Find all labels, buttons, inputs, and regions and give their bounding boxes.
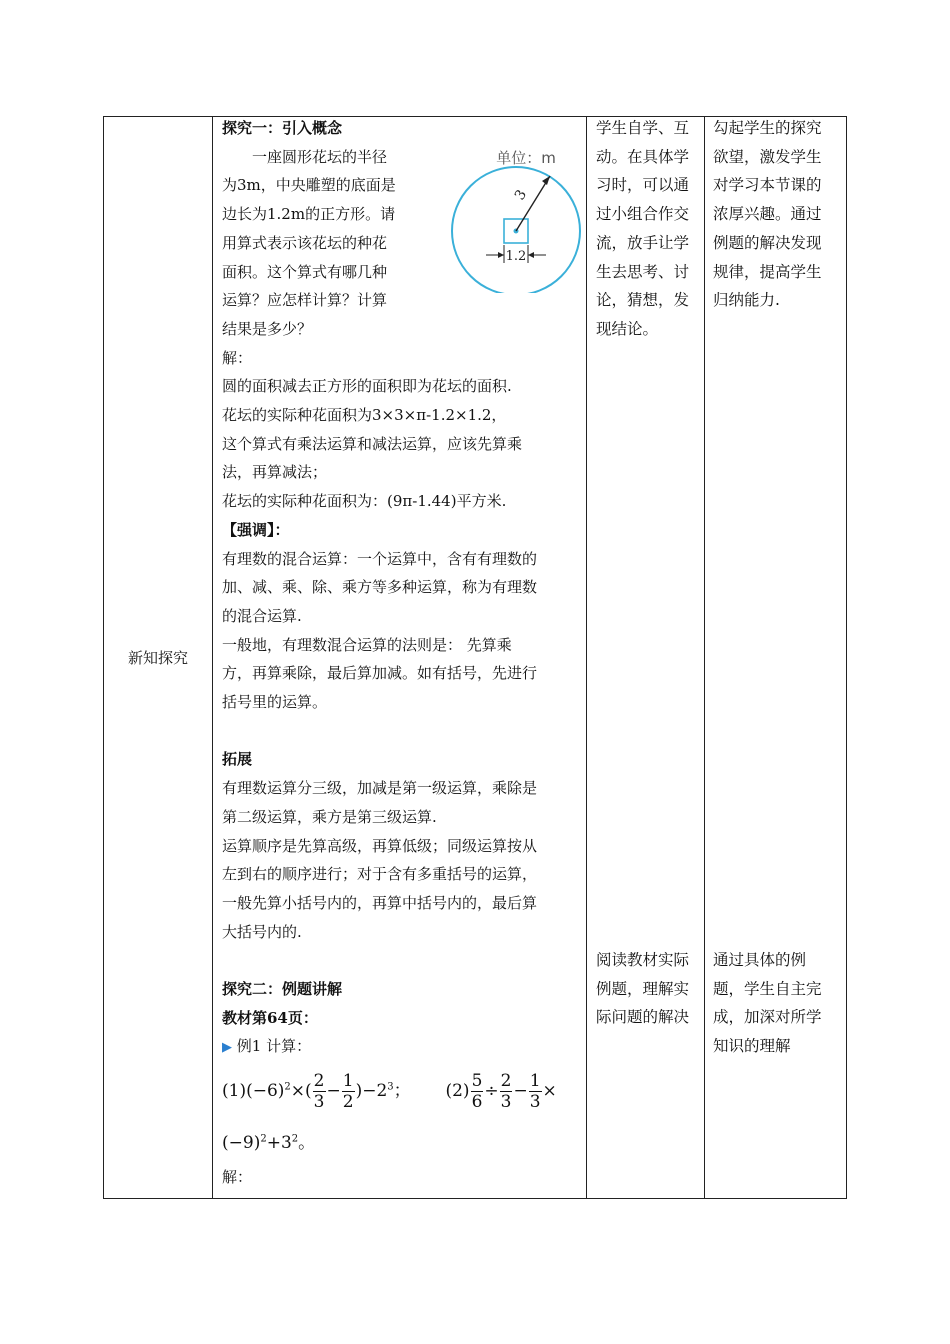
- activity-line: 学生自学、互: [596, 119, 690, 137]
- emphasis-line: 括号里的运算。: [222, 693, 328, 712]
- intent-line: 知识的理解: [713, 1037, 791, 1056]
- emphasis-line: 有理数的混合运算：一个运算中，含有有理数的: [222, 549, 538, 568]
- example-solution-label: 解：: [222, 1168, 253, 1187]
- intent-line: 例题的解决发现: [713, 233, 822, 252]
- activity-line: 阅读教材实际: [596, 951, 690, 969]
- solution-line: 花坛的实际种花面积为3×3×π-1.2×1.2，: [222, 406, 507, 425]
- flowerbed-figure: [446, 133, 586, 293]
- student-activity-1: [596, 114, 696, 344]
- intent-line: 归纳能力.: [713, 291, 780, 310]
- problem-line: 一座圆形花坛的半径: [252, 147, 388, 166]
- spacer: [222, 717, 580, 746]
- problem-line: 面积。这个算式有哪几种: [222, 262, 388, 281]
- activity-line: 过小组合作交: [596, 205, 690, 224]
- design-intent-1: [713, 114, 841, 315]
- solution-label: 解：: [222, 348, 253, 367]
- design-intent-2: [713, 946, 841, 1061]
- formula-2: (2) $\frac{5}{6}$ ÷ $\frac{2}{3}$ − $\frac{1}{3}$ ×: [445, 1071, 557, 1113]
- unit-label: 单位：m: [496, 149, 556, 167]
- radius-arrowhead: [542, 176, 550, 185]
- extension-line: 一般先算小括号内的，再算中括号内的，最后算: [222, 893, 538, 912]
- extension-line: 第二级运算，乘方是第三级运算.: [222, 807, 437, 826]
- solution-line: 圆的面积减去正方形的面积即为花坛的面积.: [222, 377, 512, 396]
- radius-label: 3: [511, 187, 531, 204]
- emphasis-line: 的混合运算.: [222, 606, 302, 625]
- stage-label-cell: [104, 117, 212, 1198]
- formula-line: [222, 1071, 557, 1112]
- main-content: [222, 117, 580, 1192]
- solution-line: 法，再算减法；: [222, 463, 328, 482]
- intent-line: 题，学生自主完: [713, 979, 822, 998]
- problem-line: 为3m，中央雕塑的底面是: [222, 176, 396, 195]
- activity-line: 习时，可以通: [596, 176, 690, 195]
- activity-line: 现结论。: [596, 319, 659, 338]
- solution-line: 这个算式有乘法运算和减法运算，应该先算乘: [222, 434, 523, 453]
- activity-line: 动。在具体学: [596, 147, 690, 166]
- activity-line: 生去思考、讨: [596, 262, 690, 281]
- formula-1: $(1)(-6)^2\times$( $\frac{2}{3}$ − $\frac{1}{2}$ )$-2^3$；: [222, 1071, 411, 1113]
- dimension-arrowhead: [528, 252, 534, 258]
- activity-line: 际问题的解决: [596, 1008, 690, 1027]
- example-title-row: [222, 1032, 580, 1063]
- explore2-heading: 探究二：例题讲解: [222, 980, 343, 999]
- intent-line: 通过具体的例: [713, 951, 807, 969]
- extension-line: 大括号内的.: [222, 922, 302, 941]
- formula-line: [222, 1125, 315, 1157]
- explore1-heading: 探究一：引入概念: [222, 119, 343, 137]
- activity-line: 论，猜想，发: [596, 291, 690, 310]
- intent-line: 勾起学生的探究: [713, 119, 822, 137]
- intent-line: 欲望，激发学生: [713, 147, 822, 166]
- emphasis-line: 方，再算乘除，最后算加减。如有括号，先进行: [222, 664, 538, 683]
- solution-line: 花坛的实际种花面积为：(9π-1.44)平方米.: [222, 492, 507, 511]
- activity-line: 例题，理解实: [596, 979, 690, 998]
- column-divider: [704, 117, 705, 1198]
- emphasis-heading: 【强调】：: [222, 520, 290, 539]
- problem-line: 结果是多少？: [222, 319, 313, 338]
- problem-line: 运算？应怎样计算？计算: [222, 291, 388, 310]
- problem-line: 用算式表示该花坛的种花: [222, 233, 388, 252]
- column-divider: [212, 117, 213, 1198]
- problem-text: [222, 143, 414, 344]
- example-title: 例1 计算：: [236, 1037, 312, 1056]
- intent-line: 对学习本节课的: [713, 176, 822, 195]
- activity-line: 流，放手让学: [596, 233, 690, 252]
- example-formulas: [222, 1063, 580, 1163]
- formula-2-cont: $(-9)^2+3^2$。: [222, 1132, 316, 1153]
- textbook-page: 教材第64页：: [222, 1008, 318, 1027]
- extension-line: 左到右的顺序进行；对于含有多重括号的运算，: [222, 865, 538, 884]
- stage-label: 新知探究: [127, 649, 188, 667]
- intent-line: 规律，提高学生: [713, 262, 822, 281]
- extension-line: 运算顺序是先算高级，再算低级；同级运算按从: [222, 836, 538, 855]
- emphasis-line: 一般地，有理数混合运算的法则是： 先算乘: [222, 635, 512, 654]
- extension-line: 有理数运算分三级，加减是第一级运算，乘除是: [222, 779, 538, 798]
- column-divider: [586, 117, 587, 1198]
- problem-line: 边长为1.2m的正方形。请: [222, 205, 396, 224]
- lesson-table: [103, 116, 847, 1199]
- side-label: 1.2: [505, 249, 527, 264]
- intent-line: 成，加深对所学: [713, 1008, 822, 1027]
- intent-line: 浓厚兴趣。通过: [713, 205, 822, 224]
- play-icon: ▶: [222, 1040, 232, 1056]
- spacer: [222, 946, 580, 975]
- emphasis-line: 加、减、乘、除、乘方等多种运算，称为有理数: [222, 578, 538, 597]
- student-activity-2: [596, 946, 696, 1032]
- dimension-arrowhead: [498, 252, 504, 258]
- extension-heading: 拓展: [222, 750, 253, 769]
- radius-line: [516, 176, 550, 231]
